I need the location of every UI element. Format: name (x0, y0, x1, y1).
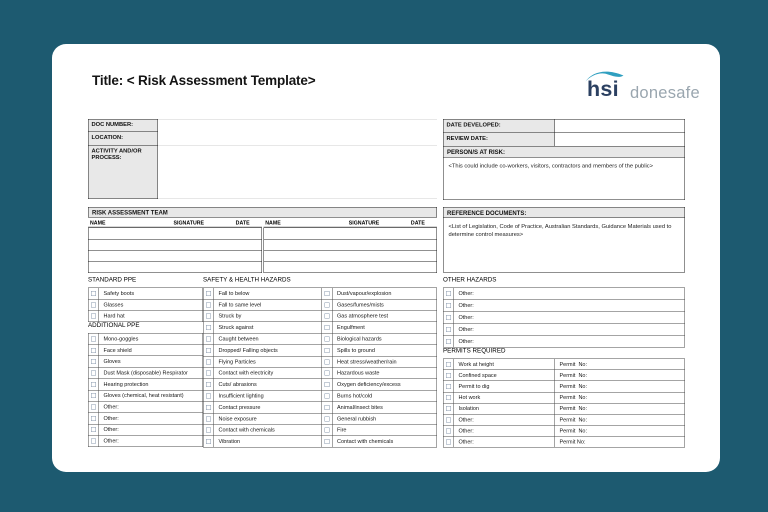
checkbox[interactable] (89, 413, 100, 424)
other-hazards-permits-column (443, 276, 685, 448)
persons-at-risk-header: PERSON/S AT RISK: (443, 146, 685, 158)
checkbox-row (322, 310, 438, 322)
additional-ppe-header: ADDITIONAL PPE (88, 321, 140, 329)
checkbox-row (88, 390, 203, 402)
checkbox-icon (325, 314, 330, 319)
checkbox[interactable] (322, 379, 333, 390)
doc-number-field[interactable] (158, 119, 437, 132)
checkbox[interactable] (204, 436, 215, 447)
checkbox-row (443, 436, 685, 448)
activity-label: ACTIVITY AND/OR PROCESS: (88, 145, 158, 199)
item-label: Other: (103, 426, 119, 433)
page-title: Title: < Risk Assessment Template> (92, 73, 316, 88)
checkbox[interactable] (322, 436, 333, 447)
item-label: Heat stress/weather/rain (337, 358, 397, 365)
checkbox-row (203, 390, 322, 402)
item-label: Other: (458, 438, 474, 445)
checkbox-row (443, 323, 685, 335)
item-label: Contact with electricity (218, 370, 274, 377)
checkbox-icon (325, 439, 330, 444)
item-label: Flying Particles (218, 358, 256, 365)
logo-hsi-text: hsi (587, 77, 619, 101)
checkbox-row (88, 356, 203, 368)
team-table-left-half (88, 218, 262, 274)
checkbox[interactable] (444, 336, 455, 347)
item-label: Hot work (458, 394, 481, 401)
checkbox-icon (206, 337, 211, 342)
checkbox-icon (325, 428, 330, 433)
checkbox-icon (325, 405, 330, 410)
hsi-donesafe-logo (583, 69, 700, 105)
checkbox-icon (446, 327, 451, 332)
checkbox-row (203, 333, 322, 345)
checkbox-icon (446, 373, 451, 378)
checkbox-icon (206, 371, 211, 376)
checkbox[interactable] (322, 413, 333, 424)
review-date-row (443, 133, 685, 147)
checkbox[interactable] (89, 390, 100, 401)
checkbox[interactable] (444, 312, 455, 323)
logo-donesafe-text: donesafe (630, 83, 700, 102)
permit-no-field[interactable]: Permit No: (555, 381, 685, 392)
permit-no-field[interactable]: Permit No: (555, 392, 685, 403)
checkbox-icon (91, 382, 96, 387)
checkbox-row (203, 310, 322, 322)
checkbox-row (443, 358, 685, 370)
team-column-signature: SIGNATURE (348, 220, 380, 226)
checkbox-row (88, 299, 203, 311)
checkbox-icon (446, 406, 451, 411)
checkbox-row (322, 356, 438, 368)
checkbox-icon (91, 439, 96, 444)
checkbox-icon (446, 362, 451, 367)
checkbox-icon (91, 302, 96, 307)
checkbox-icon (206, 394, 211, 399)
checkbox[interactable] (444, 403, 455, 414)
item-label: Face shield (103, 347, 132, 354)
team-row[interactable] (88, 239, 262, 251)
item-label: Other: (103, 415, 119, 422)
item-label: Animal/insect bites (337, 404, 383, 411)
checkbox[interactable] (204, 379, 215, 390)
item-label: Gloves (chemical, heat resistant) (103, 392, 184, 399)
ppe-column (88, 276, 203, 447)
document-card (52, 44, 720, 472)
checkbox-icon (446, 303, 451, 308)
item-label: Other: (458, 338, 474, 345)
team-row[interactable] (263, 228, 437, 240)
checkbox-row (322, 288, 438, 300)
checkbox[interactable] (322, 311, 333, 322)
item-label: Other: (458, 326, 474, 333)
item-label: Struck by (218, 313, 242, 320)
item-label: Engulfment (337, 324, 365, 331)
checkbox-icon (206, 416, 211, 421)
checkbox[interactable] (322, 334, 333, 345)
team-row[interactable] (263, 261, 437, 273)
checkbox[interactable] (204, 356, 215, 367)
checkbox-icon (446, 384, 451, 389)
checkbox[interactable] (322, 368, 333, 379)
team-row[interactable] (88, 228, 262, 240)
checkbox-icon (325, 371, 330, 376)
checkbox-row (203, 322, 322, 334)
team-row[interactable] (88, 250, 262, 262)
item-label: Hazardous waste (337, 370, 380, 377)
location-row (88, 132, 437, 146)
other-hazards-list (443, 288, 685, 348)
checkbox-row (443, 288, 685, 300)
item-label: Contact pressure (218, 404, 261, 411)
checkbox[interactable] (322, 288, 333, 299)
item-label: Other: (458, 290, 474, 297)
checkbox[interactable] (444, 359, 455, 370)
reference-documents-header: REFERENCE DOCUMENTS: (443, 207, 685, 218)
checkbox-icon (325, 394, 330, 399)
checkbox[interactable] (204, 299, 215, 310)
date-developed-row (443, 119, 685, 133)
checkbox-icon (91, 416, 96, 421)
item-label: General rubbish (337, 415, 377, 422)
item-label: Contact with chemicals (337, 438, 394, 445)
checkbox-icon (91, 393, 96, 398)
checkbox-row (203, 367, 322, 379)
team-column-signature: SIGNATURE (173, 220, 205, 226)
hazards-list-1 (203, 288, 322, 448)
activity-field[interactable] (158, 145, 437, 199)
checkbox[interactable] (89, 288, 100, 299)
item-label: Hearing protection (103, 381, 149, 388)
hazards-list-2 (322, 288, 438, 448)
checkbox-row (322, 413, 438, 425)
checkbox-row (443, 425, 685, 437)
item-label: Other: (458, 416, 474, 423)
item-label: Other: (458, 314, 474, 321)
team-columns-row (263, 218, 437, 228)
checkbox[interactable] (89, 299, 100, 310)
checkbox-row (322, 333, 438, 345)
checkbox-row (322, 436, 438, 448)
checkbox-icon (91, 348, 96, 353)
team-row[interactable] (263, 239, 437, 251)
reference-documents-table (443, 207, 685, 273)
permits-list (443, 358, 685, 447)
checkbox[interactable] (89, 345, 100, 356)
item-label: Spills to ground (337, 347, 375, 354)
checkbox[interactable] (322, 322, 333, 333)
item-label: Biological hazards (337, 336, 382, 343)
item-label: Other: (458, 302, 474, 309)
checkbox-row (203, 299, 322, 311)
item-label: Confined space (458, 372, 497, 379)
checkbox[interactable] (444, 392, 455, 403)
activity-row (88, 145, 437, 199)
checkbox[interactable] (204, 345, 215, 356)
permit-no-field[interactable]: Permit No: (555, 403, 685, 414)
checkbox-icon (91, 427, 96, 432)
team-row[interactable] (263, 250, 437, 262)
checkbox[interactable] (89, 379, 100, 390)
checkbox-row (203, 401, 322, 413)
item-label: Glasses (103, 301, 124, 308)
dates-table (443, 119, 685, 200)
item-label: Fall to below (218, 290, 250, 297)
checkbox[interactable] (322, 402, 333, 413)
item-label: Fall to same level (218, 301, 262, 308)
checkbox-row (322, 322, 438, 334)
item-label: Isolation (458, 405, 479, 412)
checkbox-icon (446, 417, 451, 422)
checkbox-row (322, 344, 438, 356)
checkbox-row (203, 413, 322, 425)
checkbox-row (88, 333, 203, 345)
review-date-field[interactable] (555, 133, 685, 147)
team-column-name: NAME (265, 220, 281, 226)
item-label: Vibration (218, 438, 241, 445)
checkbox-row (203, 356, 322, 368)
checkbox[interactable] (444, 437, 455, 448)
safety-health-hazards-header: SAFETY & HEALTH HAZARDS (203, 276, 291, 283)
checkbox-icon (206, 325, 211, 330)
checkbox[interactable] (204, 311, 215, 322)
team-column-name: NAME (90, 220, 106, 226)
checkbox-icon (325, 302, 330, 307)
item-label: Gases/fumes/mists (337, 301, 384, 308)
permit-no-field[interactable]: Permit No: (555, 426, 685, 437)
checkbox[interactable] (204, 368, 215, 379)
permit-no-field[interactable]: Permit No: (555, 414, 685, 425)
checkbox-icon (446, 428, 451, 433)
checkbox-row (443, 299, 685, 311)
checkbox-row (322, 299, 438, 311)
checkbox-icon (206, 348, 211, 353)
persons-at-risk-note[interactable]: <This could include co-workers, visitors, contractors and members of the public> (443, 158, 685, 201)
checkbox[interactable] (444, 381, 455, 392)
checkbox[interactable] (444, 300, 455, 311)
checkbox-icon (325, 291, 330, 296)
safety-health-hazards-column (203, 276, 437, 448)
checkbox-row (88, 412, 203, 424)
item-label: Gas atmosphere test (337, 313, 389, 320)
checkbox[interactable] (204, 288, 215, 299)
team-columns-row (88, 218, 262, 228)
item-label: Permit to dig (458, 383, 490, 390)
checkbox-row (322, 379, 438, 391)
checkbox-icon (446, 339, 451, 344)
doc-number-row (88, 119, 437, 132)
other-hazards-header: OTHER HAZARDS (443, 276, 497, 283)
checkbox-row (443, 370, 685, 382)
checkbox-icon (325, 359, 330, 364)
checkbox[interactable] (444, 426, 455, 437)
item-label: Safety boots (103, 290, 135, 297)
checkbox-row (88, 367, 203, 379)
team-header: RISK ASSESSMENT TEAM (88, 207, 437, 218)
checkbox-icon (325, 325, 330, 330)
checkbox-icon (206, 291, 211, 296)
item-label: Oxygen deficiency/excess (337, 381, 401, 388)
checkbox-icon (206, 382, 211, 387)
item-label: Noise exposure (218, 415, 257, 422)
team-row[interactable] (88, 261, 262, 273)
checkbox-icon (206, 428, 211, 433)
checkbox[interactable] (89, 368, 100, 379)
checkbox-icon (91, 336, 96, 341)
checkbox[interactable] (444, 370, 455, 381)
checkbox[interactable] (89, 424, 100, 435)
checkbox-row (443, 381, 685, 393)
checkbox-icon (206, 405, 211, 410)
item-label: Dust/vapour/explosion (337, 290, 392, 297)
checkbox-row (88, 401, 203, 413)
permit-no-field[interactable]: Permit No: (555, 370, 685, 381)
checkbox[interactable] (322, 345, 333, 356)
item-label: Fire (337, 427, 347, 434)
team-column-date: DATE (235, 220, 250, 226)
doc-info-table (88, 119, 437, 199)
checkbox-row (203, 424, 322, 436)
checkbox-row (203, 379, 322, 391)
checkbox-icon (91, 405, 96, 410)
checkbox[interactable] (204, 425, 215, 436)
checkbox-icon (446, 439, 451, 444)
checkbox-icon (325, 416, 330, 421)
checkbox[interactable] (444, 288, 455, 299)
team-table-right-half (263, 218, 437, 274)
checkbox-icon (91, 314, 96, 319)
standard-ppe-list (88, 288, 203, 323)
additional-ppe-list (88, 333, 203, 447)
checkbox-row (322, 367, 438, 379)
checkbox[interactable] (89, 311, 100, 322)
checkbox[interactable] (322, 299, 333, 310)
checkbox-icon (325, 382, 330, 387)
team-column-date: DATE (410, 220, 425, 226)
location-label: LOCATION: (88, 132, 158, 146)
checkbox[interactable] (89, 436, 100, 447)
location-field[interactable] (158, 132, 437, 146)
checkbox-icon (91, 359, 96, 364)
item-label: Hard hat (103, 313, 125, 320)
checkbox-icon (91, 291, 96, 296)
doc-number-label: DOC NUMBER: (88, 119, 158, 132)
checkbox-row (88, 378, 203, 390)
checkbox[interactable] (89, 402, 100, 413)
item-label: Struck against (218, 324, 254, 331)
checkbox-icon (91, 370, 96, 375)
checkbox[interactable] (204, 402, 215, 413)
item-label: Other: (458, 427, 474, 434)
item-label: Gloves (103, 358, 121, 365)
item-label: Other: (103, 404, 119, 411)
item-label: Other: (103, 438, 119, 445)
checkbox-row (88, 424, 203, 436)
checkbox-row (88, 344, 203, 356)
checkbox-icon (446, 315, 451, 320)
permit-no-field[interactable]: Permit No: (555, 437, 685, 448)
reference-documents-note[interactable]: <List of Legislation, Code of Practice, Australian Standards, Guidance Materials used to determine control measures> (443, 218, 685, 273)
checkbox-row (203, 344, 322, 356)
permit-no-field[interactable]: Permit No: (555, 359, 685, 370)
checkbox[interactable] (322, 425, 333, 436)
checkbox[interactable] (444, 414, 455, 425)
checkbox-row (443, 335, 685, 347)
item-label: Burns hot/cold (337, 393, 373, 400)
checkbox-icon (206, 302, 211, 307)
checkbox[interactable] (322, 356, 333, 367)
checkbox-row (322, 401, 438, 413)
checkbox[interactable] (204, 322, 215, 333)
checkbox[interactable] (322, 391, 333, 402)
checkbox-row (203, 436, 322, 448)
review-date-label: REVIEW DATE: (443, 133, 555, 147)
checkbox-row (443, 392, 685, 404)
checkbox-icon (325, 337, 330, 342)
checkbox[interactable] (444, 324, 455, 335)
item-label: Insufficient lighting (218, 393, 264, 400)
checkbox-row (88, 288, 203, 300)
checkbox-icon (206, 314, 211, 319)
checkbox-row (88, 435, 203, 447)
checkbox[interactable] (204, 334, 215, 345)
date-developed-label: DATE DEVELOPED: (443, 119, 555, 133)
checkbox[interactable] (204, 413, 215, 424)
checkbox-icon (325, 348, 330, 353)
checkbox-row (322, 390, 438, 402)
item-label: Mono-goggles (103, 335, 139, 342)
item-label: Contact with chemicals (218, 427, 275, 434)
checkbox[interactable] (204, 391, 215, 402)
item-label: Caught between (218, 336, 259, 343)
checkbox-icon (446, 395, 451, 400)
date-developed-field[interactable] (555, 119, 685, 133)
checkbox-icon (206, 439, 211, 444)
item-label: Cuts/ abrasions (218, 381, 257, 388)
standard-ppe-header: STANDARD PPE (88, 276, 137, 283)
checkbox-icon (446, 291, 451, 296)
checkbox[interactable] (89, 356, 100, 367)
item-label: Work at height (458, 361, 494, 368)
checkbox-row (443, 414, 685, 426)
checkbox-row (203, 288, 322, 300)
checkbox-icon (206, 359, 211, 364)
permits-required-header: PERMITS REQUIRED (443, 346, 506, 354)
risk-assessment-team-table (88, 207, 437, 273)
checkbox[interactable] (89, 334, 100, 345)
item-label: Dropped/ Falling objects (218, 347, 278, 354)
checkbox-row (322, 424, 438, 436)
checkbox-row (443, 403, 685, 415)
checkbox-row (443, 311, 685, 323)
checkbox-row (88, 310, 203, 322)
item-label: Dust Mask (disposable) Respirator (103, 369, 188, 376)
